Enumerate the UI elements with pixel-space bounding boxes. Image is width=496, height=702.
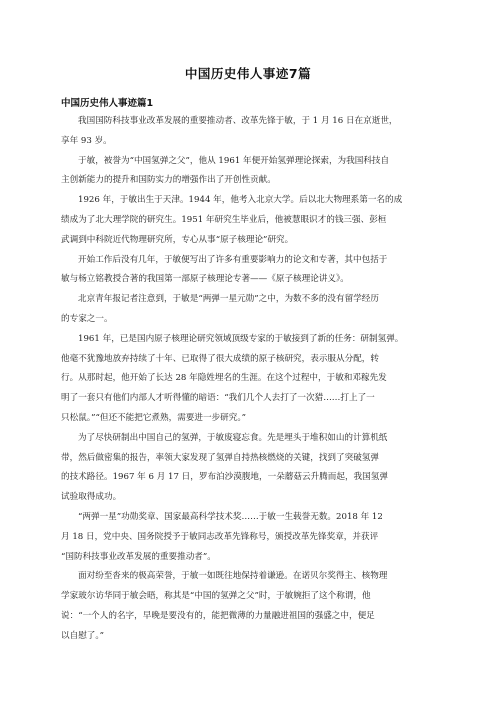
body-text-line: 武调到中科院近代物理研究所，专心从事“原子核理论”研究。 (61, 234, 294, 245)
body-text-line: 我国国防科技事业改革发展的重要推动者、改革先锋于敏，于 1 月 16 日在京逝世， (78, 116, 398, 126)
body-text-line: 的技术路径。1967 年 6 月 17 日，罗布泊沙漠腹地，一朵蘑菇云升腾而起，我国氢弹 (61, 472, 388, 483)
document-title: 中国历史伟人事迹7篇 (184, 66, 312, 81)
body-text-line: 敏与杨立铭教授合著的我国第一部原子核理论专著——《原子核理论讲义》。 (61, 274, 349, 285)
body-text-line: 只松鼠。”“但还不能把它煮熟，需要进一步研究。” (61, 412, 247, 423)
body-text-line: 北京青年报记者注意到，于敏是“两弹一星元勋”之中，为数不多的没有留学经历 (78, 294, 379, 305)
body-text-line: 说：“一个人的名字，早晚是要没有的，能把微薄的力量融进祖国的强盛之中，便足 (61, 610, 375, 621)
body-text-line: 1926 年，于敏出生于天津。1944 年，他考入北京大学。后以北大物理系第一名的成 (78, 195, 403, 206)
body-text-line: 开始工作后没有几年，于敏便写出了许多有重要影响力的论文和专著，其中包括于 (78, 254, 388, 265)
body-text-line: 试验取得成功。 (61, 492, 122, 503)
body-text-line: 为了尽快研制出中国自己的氢弹，于敏废寝忘食。先是埋头于堆积如山的计算机纸 (78, 432, 388, 443)
body-text-line: 以自慰了。” (61, 630, 105, 641)
body-text-line: “两弹一星”功勋奖章、国家最高科学技术奖……于敏一生载誉无数。2018 年 12 (78, 511, 383, 522)
body-text-line: 于敏，被誉为“中国氢弹之父”，他从 1961 年便开始氢弹理论探索，为我国科技自 (78, 155, 390, 166)
body-text-line: 行。从那时起，他开始了长达 28 年隐姓埋名的生涯。在这个过程中，于敏和邓稼先发 (61, 373, 387, 384)
body-text-line: 主创新能力的提升和国防实力的增强作出了开创性贡献。 (61, 175, 276, 186)
document-body (61, 112, 435, 647)
body-text-line: 绩成为了北大理学院的研究生。1951 年研究生毕业后，他被慧眼识才的钱三强、彭桓 (61, 214, 387, 225)
body-text-line: 月 18 日，党中央、国务院授予于敏同志改革先锋称号，颁授改革先锋奖章，并获评 (61, 531, 379, 542)
body-text-line: 明了一套只有他们内部人才听得懂的暗语：“我们几个人去打了一次猎……打上了一 (61, 393, 375, 404)
body-text-line: 带，然后做密集的报告，率领大家发现了氢弹自持热核燃烧的关键，找到了突破氢弹 (61, 452, 379, 463)
section-heading: 中国历史伟人事迹篇1 (61, 98, 154, 109)
body-text-line: 他毫不犹豫地放弃持续了十年、已取得了很大成绩的原子核研究，表示服从分配，转 (61, 353, 379, 364)
body-text-line: 的专家之一。 (61, 313, 113, 324)
body-text-line: 1961 年，已是国内原子核理论研究领域顶级专家的于敏接到了新的任务：研制氢弹。 (78, 333, 404, 344)
body-text-line: “国防科技事业改革发展的重要推动者”。 (61, 551, 216, 562)
body-text-line: 享年 93 岁。 (61, 135, 112, 146)
body-text-line: 面对纷至沓来的极高荣誉，于敏一如既往地保持着谦逊。在诺贝尔奖得主、核物理 (78, 571, 388, 582)
body-text-line: 学家玻尔访华同于敏会晤，称其是“中国的氢弹之父”时，于敏婉拒了这个称谓，他 (61, 591, 371, 602)
